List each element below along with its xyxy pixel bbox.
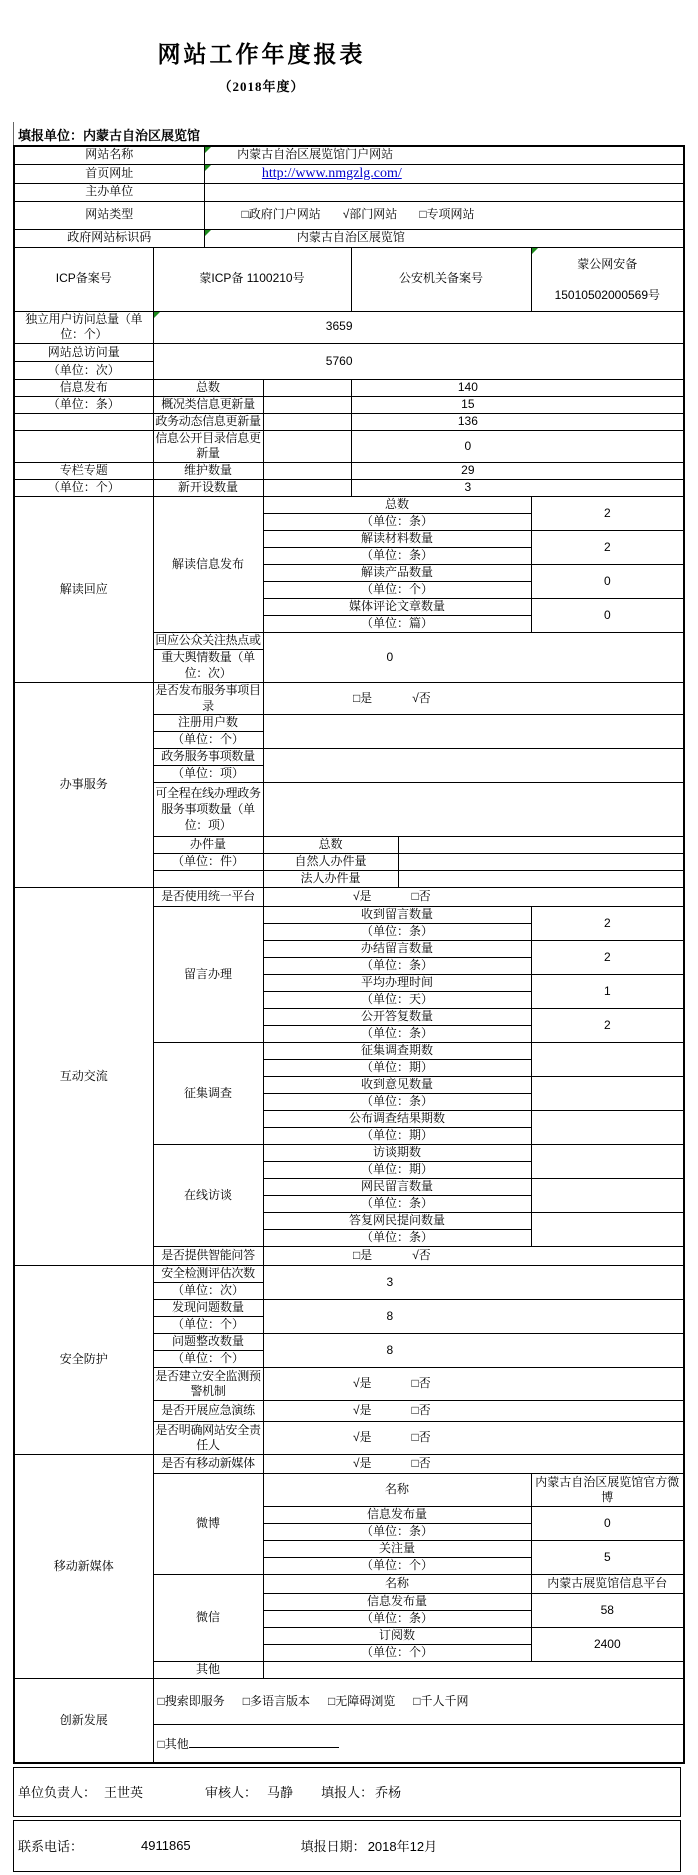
checkbox-option: □是 [352, 1248, 373, 1263]
empty-cell [14, 430, 153, 462]
value-cell [531, 1594, 684, 1628]
sponsor-value [204, 183, 684, 201]
row-label: （单位：个） [14, 480, 153, 497]
checkbox-option: √是 [352, 889, 372, 904]
checkbox-option: □是 [352, 690, 373, 705]
checkbox-option: □专项网站 [419, 207, 475, 222]
row-label: （单位：次） [153, 1283, 263, 1300]
cell-text: 1 [603, 983, 611, 998]
row-label: 媒体评论文章数量 [263, 599, 531, 616]
section-innovation: 创新发展 [14, 1679, 153, 1763]
checkbox-option: √否 [412, 690, 431, 705]
checkbox-option: □否 [411, 1456, 431, 1471]
cell-text-line: 15010502000569号 [554, 288, 661, 303]
row-label: 微博 [153, 1474, 263, 1575]
report-table [13, 145, 685, 1764]
row-label: （单位：个） [153, 1351, 263, 1368]
site-type-label: 网站类型 [14, 201, 204, 229]
reporting-unit-value: 内蒙古自治区展览馆 [83, 128, 201, 143]
empty-cell [398, 837, 684, 854]
site-code-label: 政府网站标识码 [14, 229, 204, 247]
page-title: 网站工作年度报表 [157, 42, 366, 67]
cell-text: 2 [603, 1017, 611, 1032]
empty-cell [263, 396, 351, 413]
row-label: （单位：条） [14, 396, 153, 413]
checkbox-option: □千人千网 [413, 1693, 469, 1708]
row-label: 总数 [263, 837, 398, 854]
empty-cell [263, 1662, 684, 1679]
row-label: （单位：次） [14, 361, 153, 379]
excel-flag-icon [205, 230, 211, 236]
section-security: 安全防护 [14, 1266, 153, 1455]
row-label: 公开答复数量 [263, 1009, 531, 1026]
value-cell [531, 565, 684, 599]
cell-text [206, 165, 459, 183]
row-label: 维护数量 [153, 463, 263, 480]
cell-text: 2 [603, 949, 611, 964]
cell-text: 0 [603, 607, 611, 622]
row-label: 注册用户数 [153, 715, 263, 732]
value-cell [531, 531, 684, 565]
phone-value: 4911865 [141, 1838, 191, 1854]
cell-text: 2400 [593, 1636, 621, 1651]
row-label: 是否发布服务事项目录 [153, 683, 263, 715]
filler-name: 乔杨 [375, 1785, 402, 1801]
row-label: （单位：项） [153, 766, 263, 783]
value-cell [531, 907, 684, 941]
row-label: 是否明确网站安全责任人 [153, 1422, 263, 1455]
value-cell [531, 497, 684, 531]
row-label: 信息发布量 [263, 1594, 531, 1611]
row-label: 法人办件量 [263, 871, 398, 888]
cell-text: 29 [461, 463, 475, 478]
row-label: 信息发布量 [263, 1507, 531, 1524]
cell-text: 3 [464, 480, 472, 495]
cell-text-line: 蒙公网安备 [577, 256, 638, 271]
cell-text: 蒙ICP备 1100210号 [199, 271, 305, 286]
value-cell [531, 1009, 684, 1043]
row-label: 信息公开目录信息更新量 [153, 430, 263, 462]
info-publish-section: 信息发布 [14, 379, 153, 396]
cell-text: 2 [603, 915, 611, 930]
row-label: （单位：期） [263, 1162, 531, 1179]
cell-text [206, 207, 511, 223]
empty-cell [531, 1111, 684, 1145]
options-group [265, 1456, 520, 1472]
empty-cell [398, 854, 684, 871]
cell-text [265, 1456, 520, 1472]
row-label: （单位：篇） [263, 616, 531, 633]
row-label: 重大舆情数量（单位：次） [153, 650, 263, 683]
value-cell [351, 379, 684, 396]
cell-text [265, 691, 520, 707]
row-label: （单位：条） [263, 1611, 531, 1628]
innovation-other [153, 1725, 684, 1763]
checkbox-option: √是 [352, 1456, 372, 1471]
options-group [155, 1694, 683, 1710]
fill-in-line [189, 1735, 339, 1748]
empty-cell [263, 749, 684, 783]
checkbox-option: √部门网站 [342, 207, 398, 222]
value-cell [351, 396, 684, 413]
checkbox-option: □搜索即服务 [157, 1693, 225, 1708]
unique-visitors-value [153, 311, 684, 343]
row-label: 自然人办件量 [263, 854, 398, 871]
row-label: （单位：个） [263, 1645, 531, 1662]
sponsor-label: 主办单位 [14, 183, 204, 201]
cell-text: 2 [603, 505, 611, 520]
row-label: （单位：条） [263, 514, 531, 531]
row-label: 是否有移动新媒体 [153, 1455, 263, 1474]
principal-label: 单位负责人： [18, 1785, 97, 1801]
empty-cell [531, 1043, 684, 1077]
cell-text: 0 [603, 573, 611, 588]
row-label: 征集调查 [153, 1043, 263, 1145]
row-label: 平均办理时间 [263, 975, 531, 992]
row-label: 是否开展应急演练 [153, 1401, 263, 1422]
icp-value [153, 247, 351, 311]
row-label: 订阅数 [263, 1628, 531, 1645]
options-group [265, 889, 520, 905]
phone-label: 联系电话： [18, 1839, 84, 1855]
cell-text [265, 1403, 520, 1419]
checkbox-option: □否 [411, 1430, 431, 1445]
checkbox-option: □否 [411, 1376, 431, 1391]
row-label: 问题整改数量 [153, 1334, 263, 1351]
row-label: （单位：个） [153, 732, 263, 749]
empty-cell [531, 1077, 684, 1111]
cell-text: 内蒙古展览馆信息平台 [547, 1576, 668, 1591]
value-cell [531, 1628, 684, 1662]
date-label: 填报日期： [300, 1839, 366, 1855]
innovation-options [153, 1679, 684, 1725]
row-label: （单位：条） [263, 924, 531, 941]
row-label: 其他 [153, 1662, 263, 1679]
site-type-options [204, 201, 684, 229]
filler-label: 填报人： [321, 1785, 374, 1801]
site-name-value [204, 146, 684, 164]
options-cell [263, 1422, 684, 1455]
signatures-box [13, 1767, 681, 1817]
row-label: 新开设数量 [153, 480, 263, 497]
row-label: （单位：个） [263, 1558, 531, 1575]
options-group [265, 1248, 520, 1264]
empty-cell [263, 430, 351, 462]
auditor-name: 马静 [267, 1785, 294, 1801]
row-label: 办件量 [153, 837, 263, 854]
row-label: 可全程在线办理政务服务事项数量（单位：项） [153, 783, 263, 837]
cell-text: 5 [603, 1549, 611, 1564]
row-label: 微信 [153, 1575, 263, 1662]
site-code-value [204, 229, 684, 247]
other-option [155, 1737, 339, 1751]
value-cell [351, 430, 684, 462]
checkbox-option: □多语言版本 [242, 1693, 310, 1708]
cell-text [265, 889, 520, 905]
row-label: （单位：条） [263, 1230, 531, 1247]
police-record-value [531, 247, 684, 311]
row-label: 是否使用统一平台 [153, 888, 263, 907]
options-cell [263, 1455, 684, 1474]
row-label: 解读信息发布 [153, 497, 263, 633]
cell-text: 0 [464, 438, 472, 453]
cell-text: 8 [386, 1308, 394, 1323]
row-label: 总数 [153, 379, 263, 396]
home-url-link[interactable]: http://www.nmgzlg.com/ [261, 165, 402, 181]
row-label: 名称 [263, 1575, 531, 1594]
empty-cell [263, 715, 684, 749]
row-label: 回应公众关注热点或 [153, 633, 263, 650]
value-cell [531, 1507, 684, 1541]
total-visits-value [153, 343, 684, 379]
cell-text: 0 [603, 1515, 611, 1530]
row-label: 关注量 [263, 1541, 531, 1558]
empty-cell [14, 413, 153, 430]
cell-text: 3 [386, 1274, 394, 1289]
checkbox-option: □否 [411, 889, 431, 904]
checkbox-option: √是 [352, 1430, 372, 1445]
row-label: 收到意见数量 [263, 1077, 531, 1094]
value-cell [263, 633, 684, 683]
section-interaction: 互动交流 [14, 888, 153, 1266]
empty-cell [531, 1213, 684, 1247]
cell-text: 内蒙古自治区展览馆 [296, 230, 405, 245]
row-label: （单位：条） [263, 1196, 531, 1213]
cell-text [155, 1694, 683, 1710]
other-checkbox-label: □其他 [157, 1736, 189, 1751]
row-label: （单位：条） [263, 548, 531, 565]
cell-text: 3659 [325, 319, 353, 334]
row-label: 征集调查期数 [263, 1043, 531, 1060]
row-label: 是否建立安全监测预警机制 [153, 1368, 263, 1401]
empty-cell [263, 463, 351, 480]
row-label: 发现问题数量 [153, 1300, 263, 1317]
options-group [206, 207, 511, 223]
row-label: 办结留言数量 [263, 941, 531, 958]
row-label: （单位：期） [263, 1128, 531, 1145]
value-cell [531, 941, 684, 975]
checkbox-option: √是 [352, 1403, 372, 1418]
table-body [14, 146, 684, 1763]
row-label: （单位：天） [263, 992, 531, 1009]
cell-text: 140 [457, 380, 478, 395]
row-label: 概况类信息更新量 [153, 396, 263, 413]
row-label: 解读材料数量 [263, 531, 531, 548]
section-services: 办事服务 [14, 683, 153, 888]
row-label: （单位：条） [263, 1524, 531, 1541]
cell-text [265, 1376, 520, 1392]
row-label: 留言办理 [153, 907, 263, 1043]
contact-box [13, 1820, 681, 1872]
excel-flag-icon [532, 248, 538, 254]
excel-flag-icon [205, 165, 211, 171]
empty-cell [153, 871, 263, 888]
reporting-unit-label: 填报单位： [18, 128, 84, 143]
empty-cell [531, 1145, 684, 1179]
value-cell [263, 1266, 684, 1300]
row-label: （单位：件） [153, 854, 263, 871]
row-label: 名称 [263, 1474, 531, 1507]
checkbox-option: √否 [412, 1248, 431, 1263]
cell-text: 136 [457, 414, 478, 429]
empty-cell [263, 379, 351, 396]
row-label: （单位：条） [263, 1026, 531, 1043]
empty-cell [531, 1179, 684, 1213]
empty-cell [263, 413, 351, 430]
row-label: 解读产品数量 [263, 565, 531, 582]
section-interpretation: 解读回应 [14, 497, 153, 683]
empty-cell [263, 480, 351, 497]
principal-name: 王世英 [104, 1785, 144, 1801]
excel-flag-icon [205, 147, 211, 153]
value-cell [263, 1334, 684, 1368]
reporting-unit-line [13, 122, 278, 145]
weibo-name [531, 1474, 684, 1507]
cell-text: 0 [386, 649, 394, 664]
cell-text: 58 [600, 1602, 614, 1617]
value-cell [351, 463, 684, 480]
row-label: 政务服务事项数量 [153, 749, 263, 766]
row-label: 总数 [263, 497, 531, 514]
options-cell [263, 683, 684, 715]
row-label: 答复网民提问数量 [263, 1213, 531, 1230]
options-group [265, 1430, 520, 1446]
row-label: 公布调查结果期数 [263, 1111, 531, 1128]
unique-visitors-label: 独立用户访问总量（单位：个） [14, 311, 153, 343]
checkbox-option: □否 [411, 1403, 431, 1418]
value-cell [263, 1300, 684, 1334]
total-visits-label: 网站总访问量 [14, 343, 153, 361]
row-label: （单位：条） [263, 1094, 531, 1111]
value-cell [351, 413, 684, 430]
special-column-section: 专栏专题 [14, 463, 153, 480]
home-url-value [204, 164, 684, 183]
value-cell [531, 1541, 684, 1575]
cell-text [265, 1248, 520, 1264]
wechat-name [531, 1575, 684, 1594]
row-label: 网民留言数量 [263, 1179, 531, 1196]
checkbox-option: √是 [352, 1376, 372, 1391]
options-cell [263, 888, 684, 907]
value-cell [351, 480, 684, 497]
cell-text: 内蒙古自治区展览馆门户网站 [237, 147, 394, 162]
options-group [265, 691, 520, 707]
row-label: （单位：个） [153, 1317, 263, 1334]
row-label: （单位：个） [263, 582, 531, 599]
value-cell [531, 975, 684, 1009]
section-new-media: 移动新媒体 [14, 1455, 153, 1679]
title-block [13, 36, 510, 95]
options-cell [263, 1368, 684, 1401]
row-label: 安全检测评估次数 [153, 1266, 263, 1283]
row-label: 收到留言数量 [263, 907, 531, 924]
home-url-label: 首页网址 [14, 164, 204, 183]
value-cell [531, 599, 684, 633]
site-name-label: 网站名称 [14, 146, 204, 164]
cell-text: 2 [603, 539, 611, 554]
cell-text: 8 [386, 1342, 394, 1357]
empty-cell [398, 871, 684, 888]
excel-flag-icon [154, 312, 160, 318]
auditor-label: 审核人： [205, 1785, 258, 1801]
row-label: （单位：条） [263, 958, 531, 975]
options-group [265, 1376, 520, 1392]
police-record-label: 公安机关备案号 [351, 247, 531, 311]
row-label: 访谈期数 [263, 1145, 531, 1162]
empty-cell [263, 783, 684, 837]
options-group [265, 1403, 520, 1419]
cell-text: 5760 [325, 353, 353, 368]
icp-label: ICP备案号 [14, 247, 153, 311]
cell-text: 内蒙古自治区展览馆官方微博 [535, 1474, 680, 1505]
row-label: 是否提供智能问答 [153, 1247, 263, 1266]
options-cell [263, 1401, 684, 1422]
page-subtitle: （2018年度） [218, 79, 305, 94]
options-cell [263, 1247, 684, 1266]
cell-text: 15 [461, 397, 475, 412]
row-label: （单位：期） [263, 1060, 531, 1077]
row-label: 在线访谈 [153, 1145, 263, 1247]
checkbox-option: □无障碍浏览 [328, 1693, 396, 1708]
date-value: 2018年12月 [367, 1839, 438, 1855]
row-label: 政务动态信息更新量 [153, 413, 263, 430]
cell-text [265, 1430, 520, 1446]
checkbox-option: □政府门户网站 [241, 207, 321, 222]
